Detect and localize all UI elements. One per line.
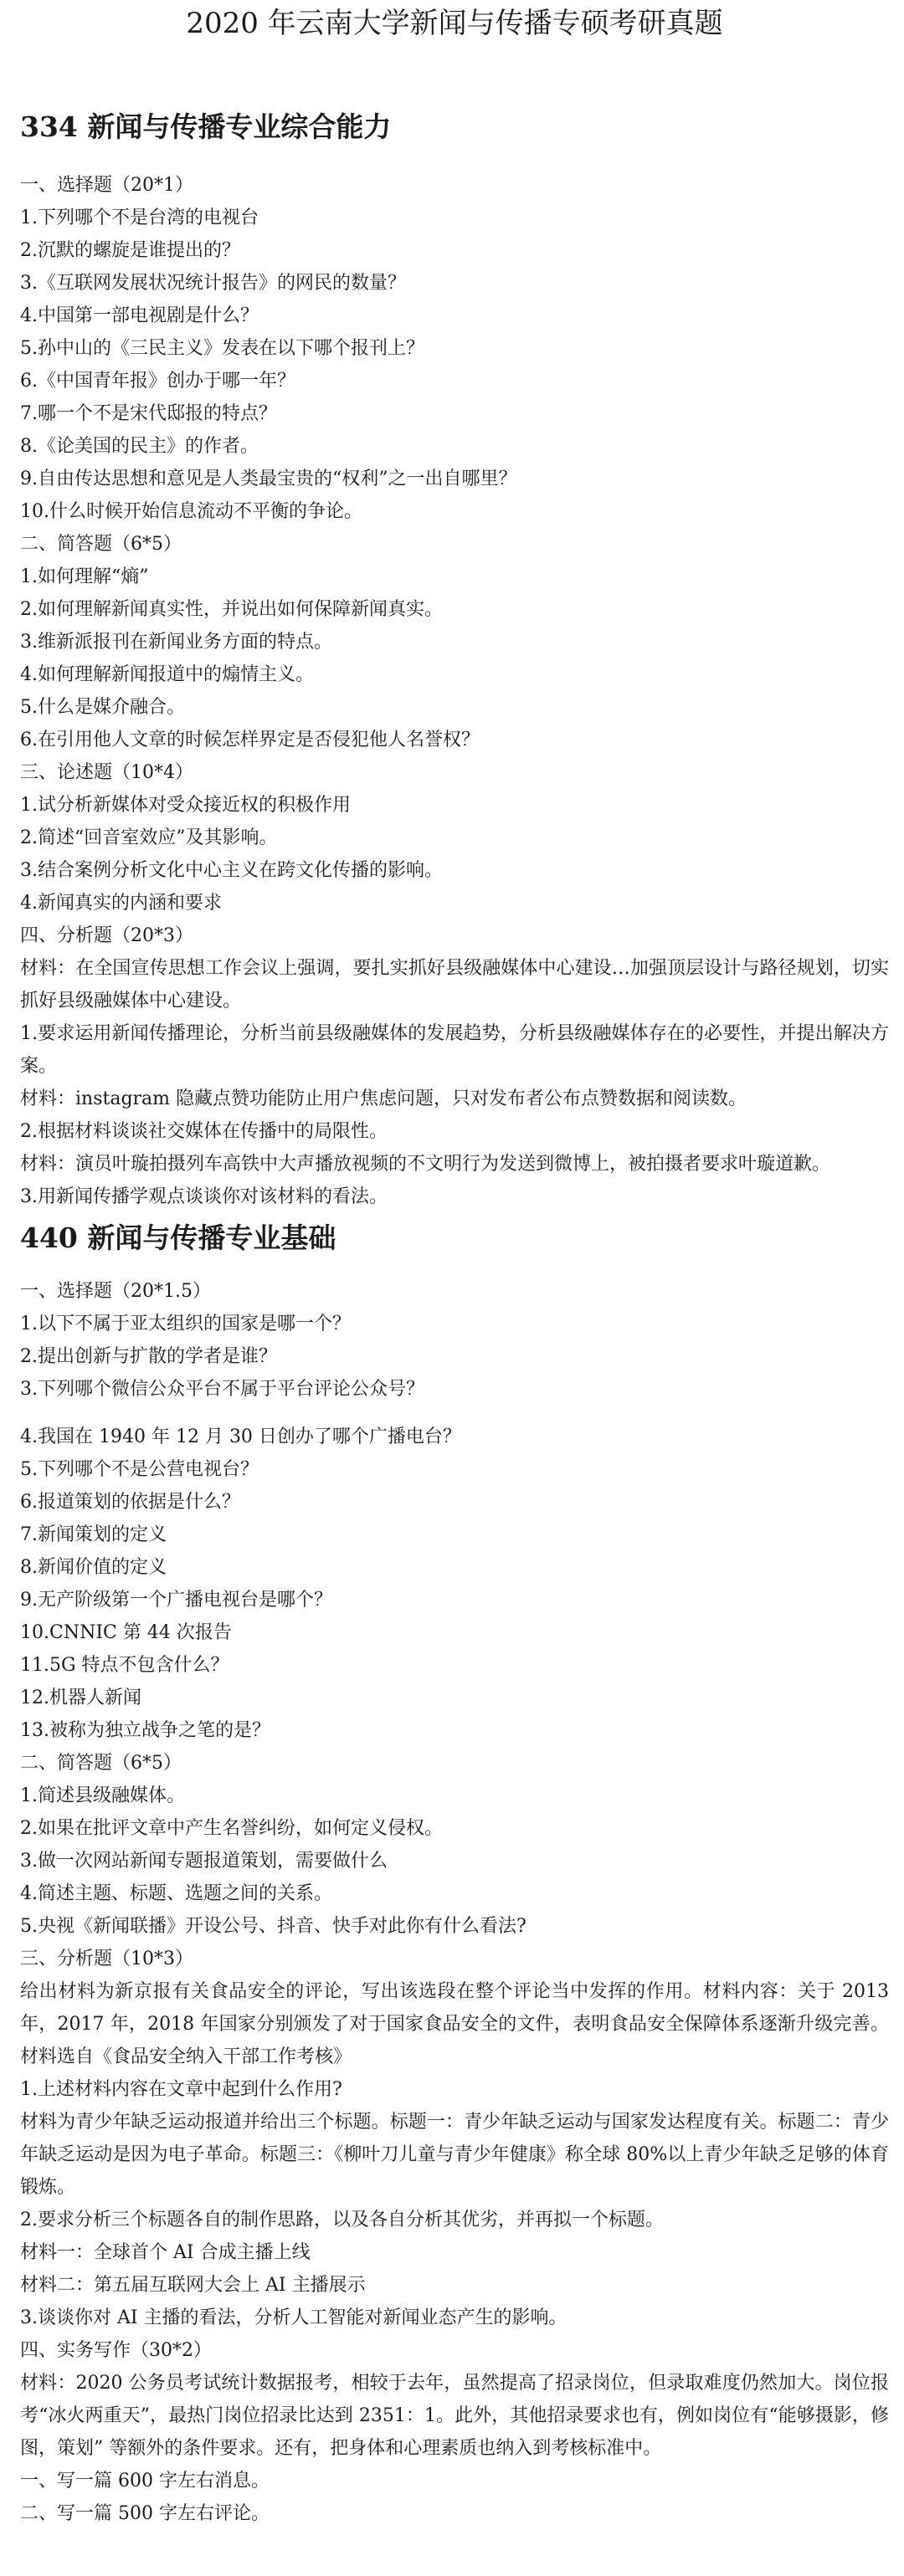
exam2-choice-question: 13.被称为独立战争之笔的是？ [20, 1720, 270, 1741]
exam1-choice-question: 7.哪一个不是宋代邸报的特点？ [20, 403, 277, 424]
exam2-choice-list-b [20, 1421, 889, 1747]
exam2-choice-question: 8.新闻价值的定义 [20, 1557, 167, 1578]
exam1-choice-question: 1.下列哪个不是台湾的电视台 [20, 207, 259, 228]
exam1-choice-question: 2.沉默的螺旋是谁提出的？ [20, 240, 240, 261]
exam2-writing-task: 二、写一篇 500 字左右评论。 [20, 2503, 270, 2524]
exam2-choice-heading: 一、选择题（20*1.5） [20, 1281, 211, 1302]
exam1-choice-question: 8.《论美国的民主》的作者。 [20, 436, 259, 457]
exam2-choice-question: 1.以下不属于亚太组织的国家是哪一个？ [20, 1314, 351, 1334]
document-title: 2020 年云南大学新闻与传播专硕考研真题 [186, 7, 723, 40]
exam1-heading: 334 新闻与传播专业综合能力 [20, 110, 392, 143]
exam1-short-list [20, 561, 889, 756]
exam2-writing-tasks [20, 2465, 889, 2530]
exam1-analysis-q2: 2.根据材料谈谈社交媒体在传播中的局限性。 [20, 1121, 388, 1142]
exam2-choice-question: 2.提出创新与扩散的学者是谁？ [20, 1346, 277, 1367]
exam1-material-1: 材料：在全国宣传思想工作会议上强调，要扎实抓好县级融媒体中心建设…加强顶层设计与路径规划，切实抓好县级融媒体中心建设。 [20, 958, 889, 1011]
exam2-choice-question: 7.新闻策划的定义 [20, 1524, 167, 1545]
exam2-choice-question: 6.报道策划的依据是什么？ [20, 1492, 240, 1513]
exam1-essay-question: 4.新闻真实的内涵和要求 [20, 893, 222, 914]
exam1-essay-list [20, 789, 889, 919]
exam1-choice-question: 10.什么时候开始信息流动不平衡的争论。 [20, 501, 362, 522]
exam2-choice-question: 10.CNNIC 第 44 次报告 [20, 1622, 232, 1643]
exam-document [0, 7, 904, 2576]
exam1-analysis-heading: 四、分析题（20*3） [20, 925, 193, 946]
exam2-choice-question: 9.无产阶级第一个广播电视台是哪个？ [20, 1590, 332, 1611]
exam2-heading: 440 新闻与传播专业基础 [20, 1221, 336, 1254]
exam1-essay-question: 3.结合案例分析文化中心主义在跨文化传播的影响。 [20, 860, 443, 881]
exam1-material-2: 材料：instagram 隐藏点赞功能防止用户焦虑问题，只对发布者公布点赞数据和阅读数。 [20, 1088, 747, 1109]
exam2-short-heading: 二、简答题（6*5） [20, 1753, 182, 1774]
exam2-choice-question: 12.机器人新闻 [20, 1687, 141, 1708]
exam2-choice-question: 4.我国在 1940 年 12 月 30 日创办了哪个广播电台？ [20, 1426, 461, 1447]
exam2-short-question: 4.简述主题、标题、选题之间的关系。 [20, 1883, 332, 1904]
exam1-choice-heading: 一、选择题（20*1） [20, 175, 193, 196]
exam1-choice-list [20, 202, 889, 528]
exam2-short-question: 2.如果在批评文章中产生名誉纠纷，如何定义侵权。 [20, 1818, 443, 1839]
exam2-writing-heading: 四、实务写作（30*2） [20, 2340, 212, 2361]
gap [20, 1406, 889, 1421]
exam2-analysis-q3: 3.谈谈你对 AI 主播的看法，分析人工智能对新闻业态产生的影响。 [20, 2307, 568, 2328]
exam2-choice-list-a [20, 1308, 889, 1406]
exam2-analysis-q1: 1.上述材料内容在文章中起到什么作用? [20, 2079, 342, 2100]
exam2-material-3b: 材料二：第五届互联网大会上 AI 主播展示 [20, 2275, 366, 2296]
exam2-material-3a: 材料一：全球首个 AI 合成主播上线 [20, 2242, 311, 2263]
exam1-choice-question: 5.孙中山的《三民主义》发表在以下哪个报刊上？ [20, 338, 424, 359]
exam1-choice-question: 9.自由传达思想和意见是人类最宝贵的“权利”之一出自哪里？ [20, 469, 517, 489]
exam2-writing-task: 一、写一篇 600 字左右消息。 [20, 2471, 270, 2491]
exam1-analysis-q1: 1.要求运用新闻传播理论，分析当前县级融媒体的发展趋势，分析县级融媒体存在的必要性，并提出解决方案。 [20, 1023, 889, 1077]
exam1-short-question: 5.什么是媒介融合。 [20, 697, 185, 718]
exam2-short-list [20, 1780, 889, 1943]
exam1-short-question: 4.如何理解新闻报道中的煽情主义。 [20, 664, 314, 685]
exam2-choice-question: 3.下列哪个微信公众平台不属于平台评论公众号？ [20, 1379, 424, 1400]
exam2-analysis-q2: 2.要求分析三个标题各自的制作思路，以及各自分析其优劣，并再拟一个标题。 [20, 2210, 664, 2230]
exam1-choice-question: 6.《中国青年报》创办于哪一年？ [20, 371, 295, 392]
exam1-short-heading: 二、简答题（6*5） [20, 534, 182, 555]
exam2-analysis-heading: 三、分析题（10*3） [20, 1949, 193, 1969]
exam1-choice-question: 4.中国第一部电视剧是什么？ [20, 305, 259, 326]
exam1-short-question: 6.在引用他人文章的时候怎样界定是否侵犯他人名誉权？ [20, 730, 480, 750]
exam1-short-question: 1.如何理解“熵” [20, 566, 149, 587]
exam1-short-question: 3.维新派报刊在新闻业务方面的特点。 [20, 632, 332, 653]
exam1-short-question: 2.如何理解新闻真实性，并说出如何保障新闻真实。 [20, 599, 443, 620]
exam2-choice-question: 5.下列哪个不是公营电视台？ [20, 1459, 259, 1480]
exam1-material-3: 材料：演员叶璇拍摄列车高铁中大声播放视频的不文明行为发送到微博上，被拍摄者要求叶璇道歉。 [20, 1154, 831, 1175]
exam1-essay-heading: 三、论述题（10*4） [20, 762, 193, 783]
exam1-essay-question: 1.试分析新媒体对受众接近权的积极作用 [20, 795, 351, 816]
exam1-essay-question: 2.简述“回音室效应”及其影响。 [20, 827, 278, 848]
exam2-analysis-intro: 给出材料为新京报有关食品安全的评论，写出该选段在整个评论当中发挥的作用。材料内容：关于 2013 年，2017 年，2018 年国家分别颁发了对于国家食品安全的文件，表明食品安全保障体系逐渐升级完善。材料选自《食品安全纳入干部工作考核》 [20, 1981, 889, 2067]
exam1-choice-question: 3.《互联网发展状况统计报告》的网民的数量？ [20, 273, 406, 294]
exam2-choice-question: 11.5G 特点不包含什么？ [20, 1655, 229, 1676]
exam2-writing-material: 材料：2020 公务员考试统计数据报考，相较于去年，虽然提高了招录岗位，但录取难度仍然加大。岗位报考“冰火两重天”，最热门岗位招录比达到 2351：1。此外，其他招录要求也有，例如岗位有“能够摄影，修图，策划” 等额外的条件要求。还有，把身体和心理素质也纳入到考核标准中。 [20, 2373, 889, 2459]
exam2-material-2: 材料为青少年缺乏运动报道并给出三个标题。标题一：青少年缺乏运动与国家发达程度有关。标题二：青少年缺乏运动是因为电子革命。标题三：《柳叶刀儿童与青少年健康》称全球 80%以上青少年缺乏足够的体育锻炼。 [20, 2112, 889, 2198]
exam2-short-question: 1.简述县级融媒体。 [20, 1785, 185, 1806]
exam2-short-question: 3.做一次网站新闻专题报道策划，需要做什么 [20, 1851, 388, 1872]
exam1-analysis-q3: 3.用新闻传播学观点谈谈你对该材料的看法。 [20, 1186, 388, 1207]
exam2-short-question: 5.央视《新闻联播》开设公号、抖音、快手对此你有什么看法? [20, 1916, 526, 1937]
